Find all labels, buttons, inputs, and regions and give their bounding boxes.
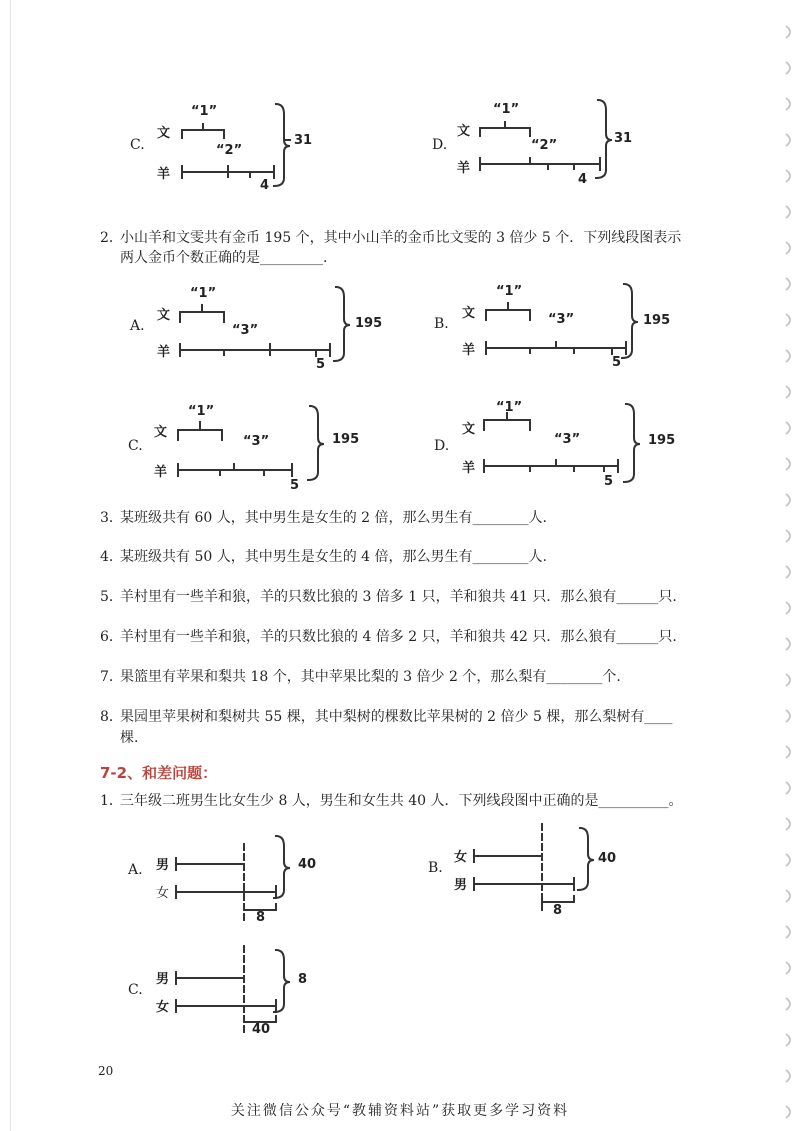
q4-number: 4． — [100, 549, 123, 565]
s2-b-total: 40 — [598, 851, 617, 866]
q1-option-d-letter: D. — [432, 137, 448, 153]
s2-c-diff: 40 — [252, 1022, 271, 1037]
q2-b-big-label: 羊 — [462, 343, 476, 358]
q1-c-mark-2: “2” — [216, 143, 243, 158]
q2-d-small-label: 文 — [462, 422, 476, 437]
q5-text: 羊村里有一些羊和狼，羊的只数比狼的 3 倍多 1 只，羊和狼共 41 只．那么狼有______只. — [120, 589, 677, 605]
s2-b-bottom-label: 男 — [454, 878, 468, 893]
s2-a-diagram — [176, 836, 290, 924]
q2-a-mark-3: “3” — [232, 323, 259, 338]
q2-d-mark-1: “1” — [496, 400, 523, 415]
q2-d-mark-3: “3” — [554, 432, 581, 447]
q2-b-total: 195 — [643, 313, 671, 328]
q1-c-mark-1: “1” — [191, 104, 218, 119]
q6-number: 6． — [100, 629, 123, 645]
s2-b-diff: 8 — [553, 903, 563, 918]
q1-d-total: 31 — [614, 131, 633, 146]
q2-a-small-label: 文 — [157, 308, 171, 323]
q2-b-mark-3: “3” — [548, 312, 575, 327]
q1-c-diff: 4 — [260, 178, 270, 193]
s2-c-bottom-label: 女 — [156, 1000, 170, 1015]
q2-c-diff: 5 — [290, 478, 300, 493]
q8-number: 8． — [100, 709, 123, 725]
q4-text: 某班级共有 50 人，其中男生是女生的 4 倍，那么男生有________人. — [120, 549, 547, 565]
q1-d-small-label: 文 — [457, 124, 471, 139]
q7-text: 果篮里有苹果和梨共 18 个，其中苹果比梨的 3 倍少 2 个，那么梨有________个. — [120, 669, 621, 685]
s2-a-total: 40 — [298, 857, 317, 872]
s2-q1-number: 1． — [100, 793, 123, 809]
q2-c-small-label: 文 — [154, 425, 168, 440]
s2-c-diagram — [176, 946, 290, 1034]
footer-note: 关注微信公众号“教辅资料站”获取更多学习资料 — [230, 1103, 570, 1119]
q2-c-big-label: 羊 — [154, 465, 168, 480]
q2-number: 2． — [100, 230, 123, 246]
s2-option-a-letter: A. — [128, 862, 143, 878]
q1-d-mark-1: “1” — [493, 102, 520, 117]
q3-number: 3． — [100, 510, 123, 526]
page-number: 20 — [98, 1064, 114, 1078]
q2-b-mark-1: “1” — [496, 284, 523, 299]
s2-q1-text: 三年级二班男生比女生少 8 人，男生和女生共 40 人．下列线段图中正确的是__________。 — [120, 793, 683, 809]
s2-a-bottom-label: 女 — [156, 886, 170, 901]
q1-c-small-label: 文 — [157, 126, 171, 141]
s2-b-top-label: 女 — [454, 850, 468, 865]
q3-text: 某班级共有 60 人，其中男生是女生的 2 倍，那么男生有________人. — [120, 510, 547, 526]
q1-option-c-letter: C. — [130, 137, 145, 153]
s2-a-diff: 8 — [256, 910, 266, 925]
q1-d-diff: 4 — [578, 172, 588, 187]
q2-text-line1: 小山羊和文雯共有金币 195 个，其中小山羊的金币比文雯的 3 倍少 5 个．下列线段图表示 — [120, 230, 682, 246]
section-title: 7-2、和差问题： — [100, 764, 218, 782]
q2-a-mark-1: “1” — [190, 286, 217, 301]
q5-number: 5． — [100, 589, 123, 605]
q8-text: 果园里苹果树和梨树共 55 棵，其中梨树的棵数比苹果树的 2 倍少 5 棵，那么梨树有____ — [120, 709, 673, 725]
q2-a-big-label: 羊 — [157, 345, 171, 360]
q2-text-line2: 两人金币个数正确的是_________. — [120, 250, 328, 266]
q2-d-total: 195 — [648, 433, 676, 448]
s2-c-top-label: 男 — [156, 972, 170, 987]
s2-option-c-letter: C. — [128, 982, 143, 998]
q2-option-a-letter: A. — [130, 318, 145, 334]
q6-text: 羊村里有一些羊和狼，羊的只数比狼的 4 倍多 2 只，羊和狼共 42 只．那么狼有______只. — [120, 629, 677, 645]
q2-b-small-label: 文 — [462, 306, 476, 321]
q2-a-diff: 5 — [316, 357, 326, 372]
q2-a-total: 195 — [355, 316, 383, 331]
q2-d-big-label: 羊 — [462, 461, 476, 476]
q1-d-big-label: 羊 — [457, 161, 471, 176]
s2-option-b-letter: B. — [428, 860, 443, 876]
q1-c-big-label: 羊 — [157, 167, 171, 182]
q2-d-diff: 5 — [604, 474, 614, 489]
s2-a-top-label: 男 — [156, 858, 170, 873]
q2-c-mark-3: “3” — [243, 434, 270, 449]
q2-b-diff: 5 — [612, 355, 622, 370]
q2-c-mark-1: “1” — [188, 404, 215, 419]
q2-option-c-letter: C. — [128, 438, 143, 454]
q8-text-line2: 棵. — [120, 730, 139, 746]
q1-d-mark-2: “2” — [531, 138, 558, 153]
q2-c-total: 195 — [332, 432, 360, 447]
q7-number: 7． — [100, 669, 123, 685]
s2-b-diagram — [474, 824, 594, 914]
q1-c-total: 31 — [294, 133, 313, 148]
q2-option-d-letter: D. — [434, 438, 450, 454]
q2-option-b-letter: B. — [434, 316, 449, 332]
s2-c-total: 8 — [298, 972, 308, 987]
